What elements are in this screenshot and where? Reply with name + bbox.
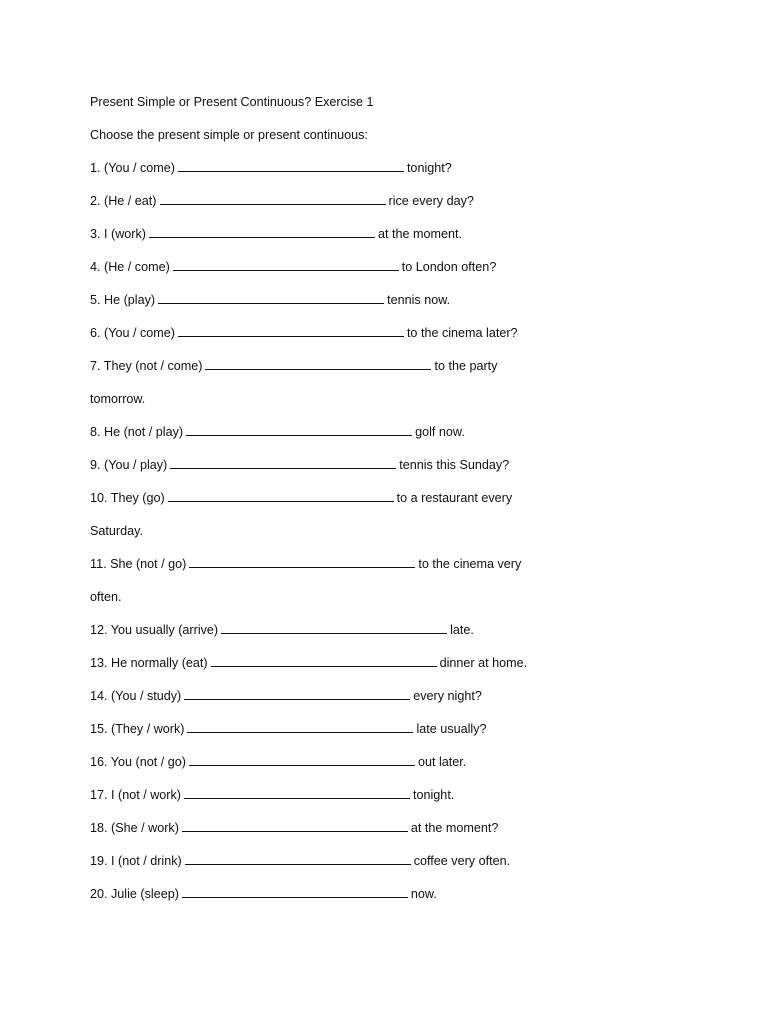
answer-blank[interactable] (184, 685, 410, 700)
exercise-item (90, 454, 710, 487)
exercise-item (90, 619, 710, 652)
item-prompt: 9. (You / play) (90, 458, 168, 472)
exercise-item (90, 157, 710, 190)
item-after: every night? (413, 689, 482, 703)
exercise-item (90, 685, 710, 718)
item-after: tonight? (406, 161, 452, 175)
answer-blank[interactable] (189, 553, 415, 568)
item-prompt: 15. (They / work) (90, 722, 185, 736)
worksheet-instruction: Choose the present simple or present continuous: (90, 128, 368, 142)
item-after: to the party (434, 359, 498, 373)
answer-blank[interactable] (182, 883, 408, 898)
item-after: tennis this Sunday? (399, 458, 510, 472)
exercise-item (90, 553, 710, 586)
answer-blank[interactable] (221, 619, 447, 634)
item-after: late. (450, 623, 474, 637)
item-continuation: often. (90, 590, 122, 604)
exercise-item (90, 817, 710, 850)
answer-blank[interactable] (160, 190, 386, 205)
answer-blank[interactable] (211, 652, 437, 667)
exercise-item (90, 355, 710, 388)
exercise-item (90, 784, 710, 817)
answer-blank[interactable] (149, 223, 375, 238)
item-after: at the moment? (410, 821, 499, 835)
item-prompt: 16. You (not / go) (90, 755, 186, 769)
answer-blank[interactable] (170, 454, 396, 469)
item-prompt: 6. (You / come) (90, 326, 175, 340)
answer-blank[interactable] (158, 289, 384, 304)
answer-blank[interactable] (185, 850, 411, 865)
item-prompt: 7. They (not / come) (90, 359, 203, 373)
answer-blank[interactable] (178, 157, 404, 172)
exercise-item (90, 190, 710, 223)
item-after: rice every day? (388, 194, 474, 208)
item-prompt: 19. I (not / drink) (90, 854, 182, 868)
item-after: now. (410, 887, 437, 901)
exercise-item (90, 718, 710, 751)
item-after: golf now. (415, 425, 465, 439)
item-continuation: Saturday. (90, 524, 143, 538)
item-prompt: 18. (She / work) (90, 821, 179, 835)
answer-blank[interactable] (184, 784, 410, 799)
answer-blank[interactable] (186, 421, 412, 436)
exercise-item (90, 289, 710, 322)
item-prompt: 10. They (go) (90, 491, 165, 505)
exercise-item (90, 256, 710, 289)
item-after: dinner at home. (439, 656, 528, 670)
item-prompt: 5. He (play) (90, 293, 156, 307)
item-after: tennis now. (387, 293, 451, 307)
exercise-item (90, 322, 710, 355)
item-prompt: 17. I (not / work) (90, 788, 181, 802)
item-after: out later. (417, 755, 467, 769)
exercise-item (90, 652, 710, 685)
answer-blank[interactable] (187, 718, 413, 733)
item-prompt: 2. (He / eat) (90, 194, 157, 208)
item-prompt: 20. Julie (sleep) (90, 887, 179, 901)
item-prompt: 12. You usually (arrive) (90, 623, 219, 637)
item-prompt: 3. I (work) (90, 227, 146, 241)
item-continuation: tomorrow. (90, 392, 146, 406)
answer-blank[interactable] (173, 256, 399, 271)
exercise-item (90, 487, 710, 520)
exercise-item (90, 751, 710, 784)
item-after: to the cinema very (418, 557, 522, 571)
exercise-item (90, 223, 710, 256)
item-after: coffee very often. (413, 854, 511, 868)
item-prompt: 13. He normally (eat) (90, 656, 208, 670)
item-prompt: 1. (You / come) (90, 161, 175, 175)
answer-blank[interactable] (189, 751, 415, 766)
item-prompt: 14. (You / study) (90, 689, 182, 703)
exercise-item (90, 421, 710, 454)
item-after: tonight. (413, 788, 455, 802)
item-after: at the moment. (377, 227, 462, 241)
worksheet-title: Present Simple or Present Continuous? Exercise 1 (90, 95, 374, 109)
answer-blank[interactable] (178, 322, 404, 337)
item-prompt: 4. (He / come) (90, 260, 170, 274)
answer-blank[interactable] (205, 355, 431, 370)
item-after: to the cinema later? (406, 326, 518, 340)
item-after: to London often? (401, 260, 497, 274)
answer-blank[interactable] (182, 817, 408, 832)
exercise-item (90, 850, 710, 883)
exercise-item (90, 883, 710, 916)
item-after: to a restaurant every (396, 491, 513, 505)
item-prompt: 11. She (not / go) (90, 557, 187, 571)
item-after: late usually? (416, 722, 487, 736)
item-prompt: 8. He (not / play) (90, 425, 184, 439)
answer-blank[interactable] (168, 487, 394, 502)
worksheet-content (90, 91, 710, 916)
